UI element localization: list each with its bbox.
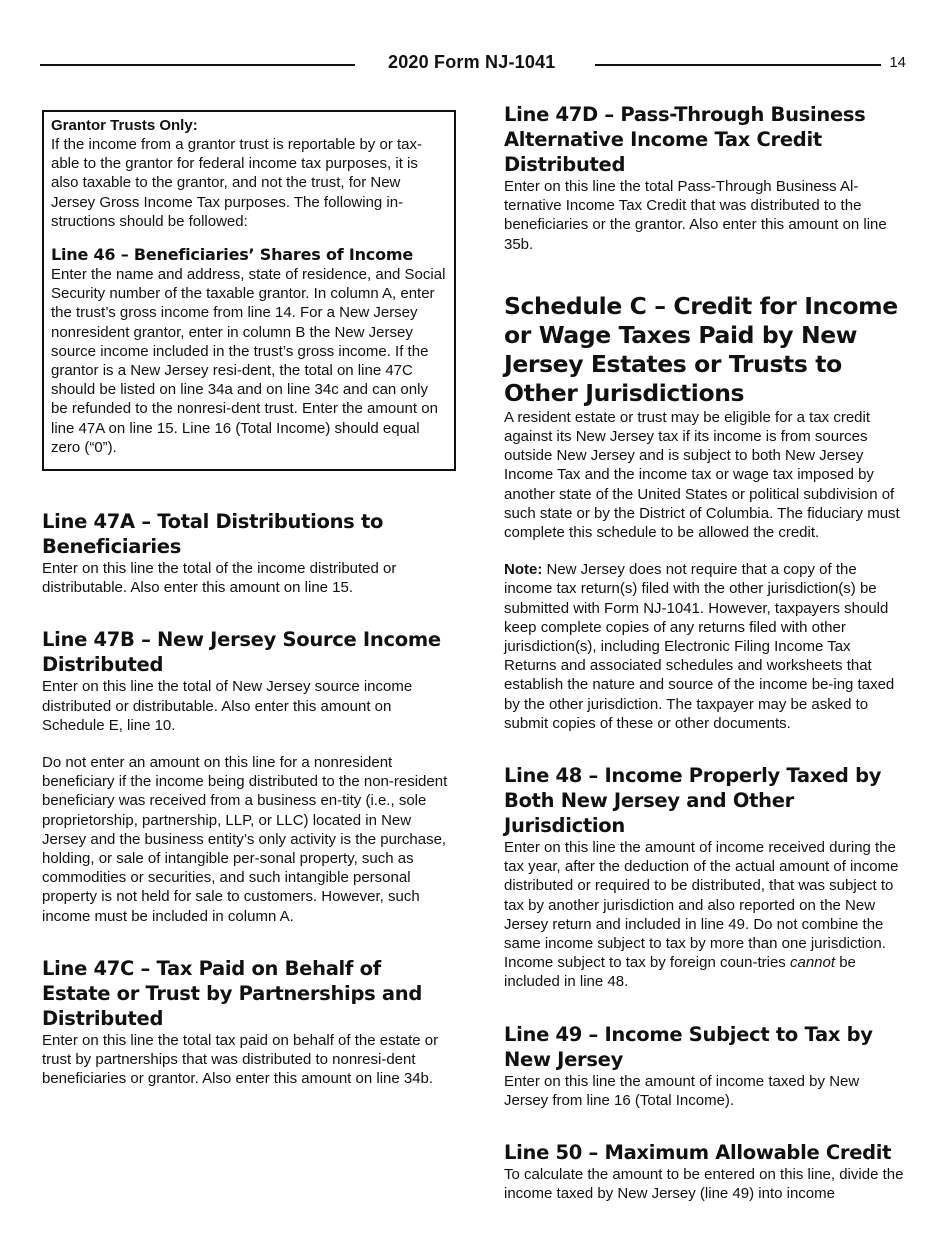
line48-emphasis: cannot: [789, 954, 836, 972]
grantor-box-title: Grantor Trusts Only:: [51, 117, 198, 134]
line48-body-end: be included in line 48.: [504, 954, 856, 991]
line47a-heading: Line 47A – Total Distributions to Beneficiaries: [42, 510, 384, 559]
header-rule-left: [40, 64, 355, 66]
line50-body: To calculate the amount to be entered on this line, divide the income taxed by New Jersey (line 49) into income: [504, 1166, 904, 1203]
schedule-c-note: [504, 560, 906, 733]
header-rule-right: [595, 64, 881, 66]
note-body: New Jersey does not require that a copy of the income tax return(s) filed with the other jurisdiction(s) be submitted with Form NJ-1041. However, taxpayers should keep complete copies of any returns filed with other jurisdiction(s), including Electronic Filing Income Tax Returns and associated schedules and worksheets that establish the nature and source of the income be-ing taxed by the other jurisdiction. The taxpayer may be asked to submit copies of these or other documents.: [504, 561, 895, 732]
left-column: [42, 110, 454, 1089]
line48-heading: Line 48 – Income Properly Taxed by Both New Jersey and Other Jurisdiction: [504, 764, 882, 838]
right-column: [504, 102, 906, 1204]
line47d-heading: Line 47D – Pass-Through Business Alternative Income Tax Credit Distributed: [504, 103, 866, 176]
line46-body: Enter the name and address, state of residence, and Social Security number of the taxable grantor. In column A, enter the trust’s gross income from line 14. For a New Jersey nonresident grantor, enter in column B the New Jersey source income included in the trust’s gross income. If the grantor is a New Jersey resi-dent, the total on line 47C should be listed on line 34a and on line 34c and can only be refunded to the nonresi-dent trust. Enter the amount on line 47A on line 15. Line 16 (Total Income) should equal zero (“0”).: [51, 266, 446, 456]
line47b-body-1: Enter on this line the total of New Jersey source income distributed or distributable. Also enter this amount on Schedule E, line 10.: [42, 678, 413, 734]
line47c-heading: Line 47C – Tax Paid on Behalf of Estate or Trust by Partnerships and Distributed: [42, 956, 422, 1030]
form-title: 2020 Form NJ-1041: [388, 52, 556, 72]
line47a-body: Enter on this line the total of the income distributed or distributable. Also enter this amount on line 15.: [42, 560, 397, 597]
grantor-trusts-box: [42, 110, 456, 471]
line46-heading: Line 46 – Beneficiaries’ Shares of Income: [51, 245, 414, 265]
line47d-body: Enter on this line the total Pass-Through Business Al-ternative Income Tax Credit that was distributed to the beneficiaries or the grantor. Also enter this amount on line 35b.: [504, 178, 887, 253]
grantor-box-intro: If the income from a grantor trust is reportable by or tax-able to the grantor for federal income tax purposes, it is also taxable to the grantor, and not the trust, for New Jersey Gross Income Tax purposes. The following in-structions should be followed:: [51, 136, 422, 230]
line48-body: [504, 838, 906, 992]
line47c-body: Enter on this line the total tax paid on behalf of the estate or trust by partnerships that was distributed to nonresi-dent beneficiaries or grantor. Also enter this amount on line 34b.: [42, 1031, 439, 1088]
line50-heading: Line 50 – Maximum Allowable Credit: [504, 1141, 892, 1165]
schedule-c-heading: Schedule C – Credit for Income or Wage Taxes Paid by New Jersey Estates or Trusts to Other Jurisdictions: [504, 291, 898, 407]
line49-body: Enter on this line the amount of income taxed by New Jersey from line 16 (Total Income).: [504, 1072, 860, 1109]
line48-body-text: Enter on this line the amount of income received during the tax year, after the deduction of the actual amount of income distributed or required to be distributed, that was subject to tax by another jurisdiction and also reported on the New Jersey return and included in line 49. Do not combine the same income subject to tax by more than one jurisdiction. Income subject to tax by foreign coun-tries: [504, 839, 899, 972]
line49-heading: Line 49 – Income Subject to Tax by New Jersey: [504, 1022, 873, 1071]
line47b-heading: Line 47B – New Jersey Source Income Distributed: [42, 628, 441, 677]
page-header: [40, 52, 906, 78]
schedule-c-body: A resident estate or trust may be eligible for a tax credit against its New Jersey tax if its income is from sources outside New Jersey and is subject to both New Jersey Income Tax and the income tax or wage tax imposed by another state of the United States or political subdivision of such state or by the District of Columbia. The fiduciary must complete this schedule to be allowed the credit.: [504, 408, 900, 542]
line47b-body-2: Do not enter an amount on this line for a nonresident beneficiary if the income being distributed to the non-resident beneficiary was received from a business en-tity (i.e., sole proprietorship, partnership, LLP, or LLC) located in New Jersey and the business entity’s only activity is the purchase, holding, or sale of intangible per-sonal property, such as commodities or securities, and such intangible personal property is not held for sale to customers. However, such income must be included in column A.: [42, 754, 448, 925]
note-label: Note:: [504, 561, 543, 579]
page-number: 14: [889, 54, 906, 71]
